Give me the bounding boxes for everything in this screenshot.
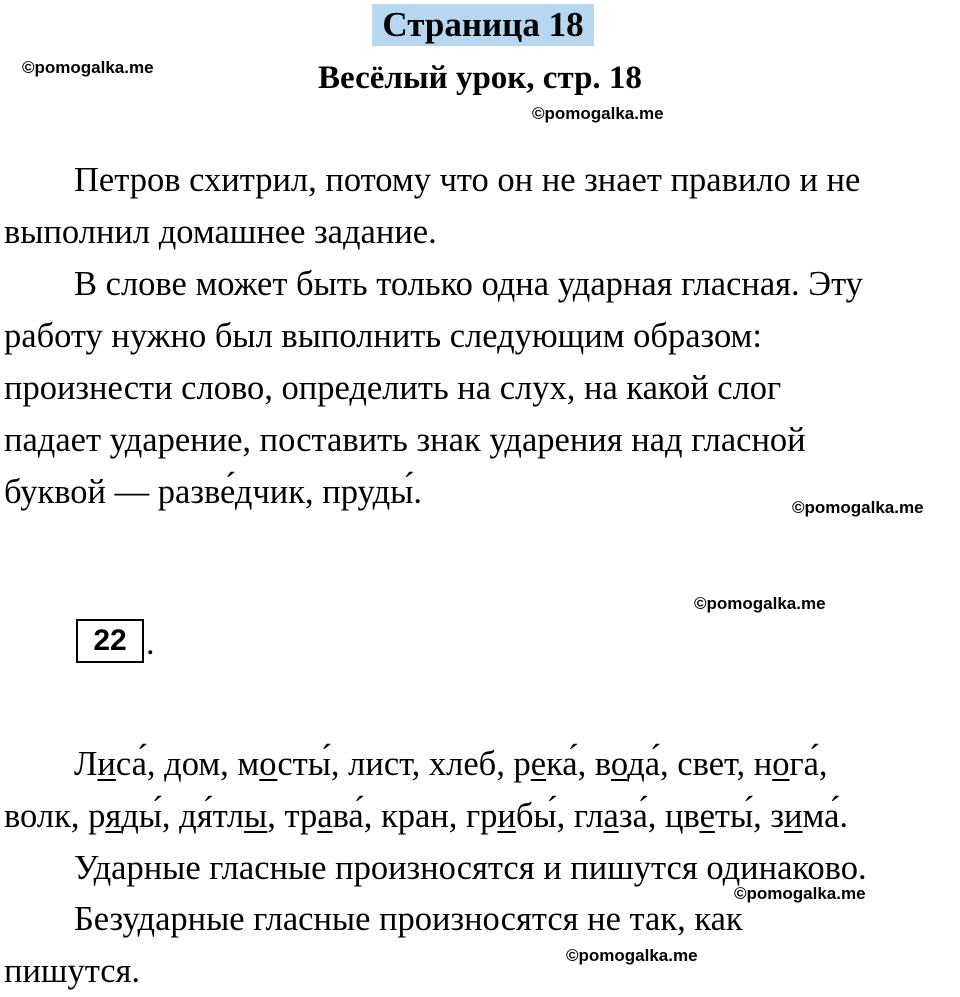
page-title: Страница 18 [382,5,584,44]
watermark: ©pomogalka.me [734,884,866,903]
page-subtitle: Весёлый урок, стр. 18 [318,60,642,96]
text-line: Безударные гласные произносятся не так, как [74,900,743,938]
underlined-vowel: е [530,745,547,783]
text-line: В слове может быть только одна ударная гласная. Эту [74,265,863,303]
text-line: произнести слово, определить на слух, на какой слог [4,369,782,407]
watermark: ©pomogalka.me [792,498,924,517]
watermark: ©pomogalka.me [566,946,698,965]
word-segment: ма́. [802,797,849,835]
word-segment: , тр [267,797,318,835]
underlined-vowel: о [259,745,278,783]
text-line: Ударные гласные произносятся и пишутся одинаково. [74,849,867,887]
word-segment: Л [74,745,98,783]
underlined-vowel: а [317,797,333,835]
text-line: падает ударение, поставить знак ударения над гласной [4,421,806,459]
text-line: выполнил домашнее задание. [4,213,437,251]
word-segment: са́, дом, м [115,745,260,783]
text-line [74,738,828,790]
word-segment: да́, свет, н [627,745,773,783]
task-number-dot: . [146,625,155,662]
text-line: Петров схитрил, потому что он не знает правило и не [74,161,861,199]
word-segment: ды́, дя́тл [121,797,245,835]
word-segment: за́, цв [618,797,700,835]
word-segment: ка́, в [546,745,611,783]
text-line: пишутся. [4,952,141,990]
word-segment: ты́, з [714,797,785,835]
underlined-vowel: о [610,745,628,783]
word-segment: сты́, лист, хлеб, р [277,745,531,783]
text-line: работу нужно был выполнить следующим образом: [4,317,762,355]
word-segment: бы́, гл [515,797,604,835]
underlined-vowel: и [97,745,116,783]
word-segment: га́, [789,745,828,783]
watermark: ©pomogalka.me [532,104,664,123]
underlined-vowel: о [772,745,790,783]
watermark: ©pomogalka.me [22,58,154,77]
task-number: 22 [93,624,127,657]
word-segment: волк, р [4,797,106,835]
text-line: буквой — разве́дчик, пруды́. [4,473,422,511]
word-segment: ва́, кран, гр [332,797,498,835]
underlined-vowel: и [497,797,516,835]
underlined-vowel: е [699,797,715,835]
text-line [4,790,848,842]
underlined-vowel: а [603,797,619,835]
underlined-vowel: я [105,797,122,835]
underlined-vowel: и [784,797,803,835]
underlined-vowel: ы [244,797,268,835]
watermark: ©pomogalka.me [694,594,826,613]
